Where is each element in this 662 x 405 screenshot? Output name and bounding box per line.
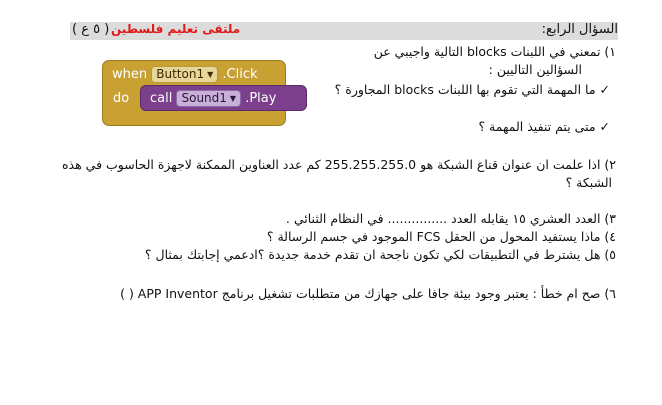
marks-label: ( ٥ ع ) <box>72 22 110 37</box>
do-label: do <box>113 91 130 106</box>
q2-line-a: ٢) اذا علمت ان عنوان قناع الشبكة هو 255.255.255.0 كم عدد العناوين الممكنة لاجهزة الحاسوب في هذه <box>61 157 616 172</box>
q6-line: ٦) صح ام خطأ : يعتبر وجود بيئة جافا على جهازك من متطلبات تشغيل برنامج APP Inventor ( ) <box>120 286 616 301</box>
target-dropdown: Sound1 ▼ <box>176 90 241 107</box>
call-row <box>150 90 276 107</box>
call-method-block <box>140 85 307 111</box>
q1-subquestion-1: ✓ ما المهمة التي تقوم بها اللبنات blocks المجاورة ؟ <box>334 82 610 97</box>
q4-line: ٤) ماذا يستفيد المحول من الحقل FCS الموجود في جسم الرسالة ؟ <box>266 229 616 244</box>
question-title: السؤال الرابع: <box>541 22 618 37</box>
method-label: .Play <box>245 91 277 106</box>
forum-name: ملتقى تعليم فلسطين <box>111 22 241 36</box>
q1-line-b: السؤالين التاليين : <box>488 62 582 77</box>
event-label: .Click <box>222 67 258 82</box>
when-row <box>112 66 258 83</box>
q5-line: ٥) هل يشترط في التطبيقات لكي تكون ناجحة ان تقدم خدمة جديدة ؟ادعمي إجابتك بمثال ؟ <box>144 247 616 262</box>
q1-line-a: ١) تمعني في اللبنات blocks التالية واجيبي عن <box>373 44 616 59</box>
q3-line: ٣) العدد العشري ١٥ يقابله العدد ............... في النظام الثنائي . <box>285 211 616 226</box>
q1-subquestion-2: ✓ متى يتم تنفيذ المهمة ؟ <box>478 119 610 134</box>
chevron-down-icon: ▼ <box>229 94 237 103</box>
when-label: when <box>112 67 148 82</box>
call-label: call <box>150 91 173 106</box>
component-dropdown: Button1 ▼ <box>151 66 218 83</box>
chevron-down-icon: ▼ <box>207 70 214 79</box>
q2-line-b: الشبكة ؟ <box>565 175 612 190</box>
